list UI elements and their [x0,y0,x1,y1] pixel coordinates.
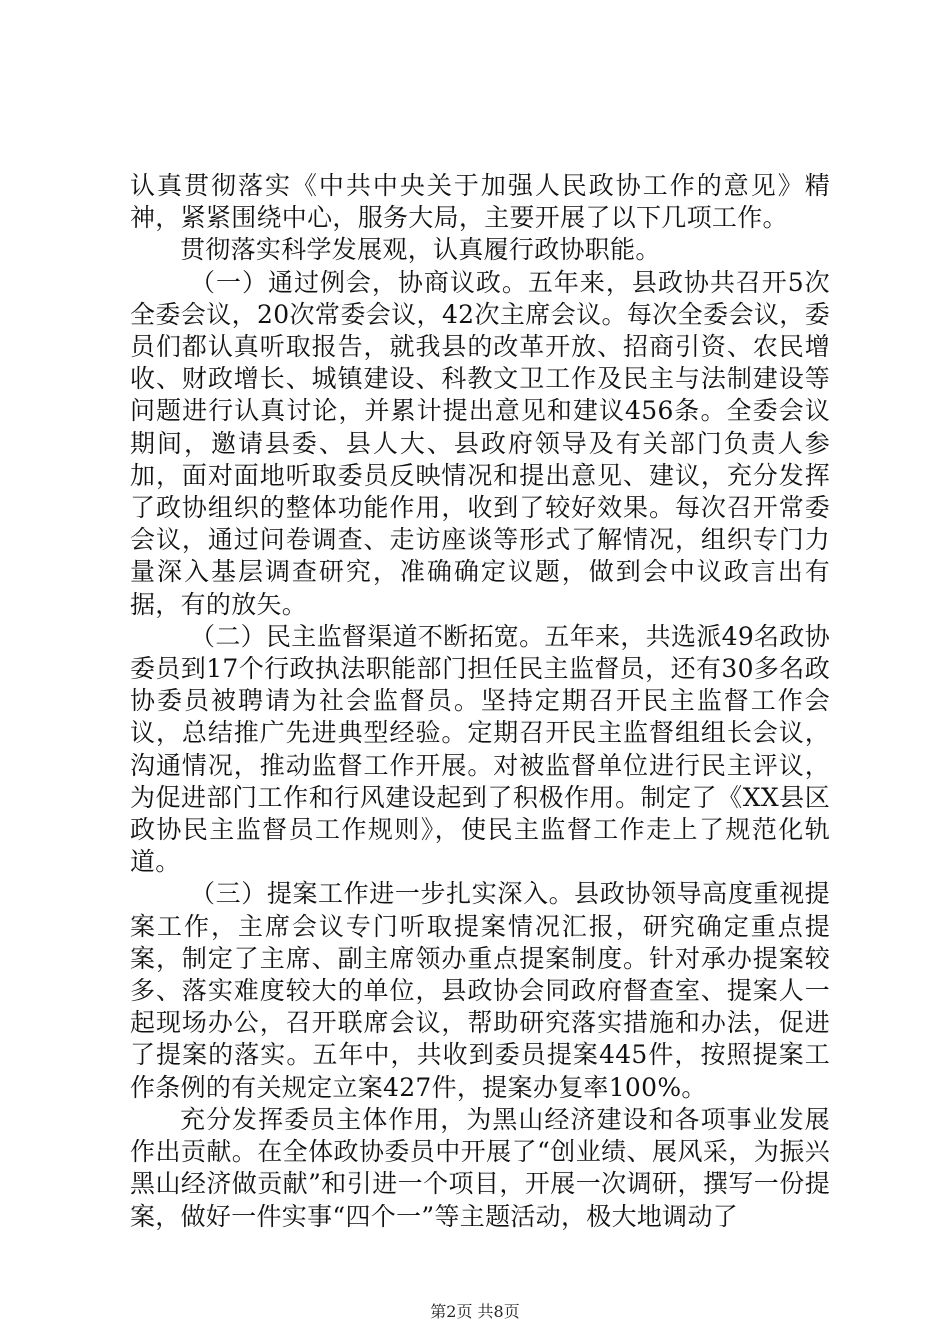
paragraph-item-1: （一）通过例会，协商议政。五年来，县政协共召开5次全委会议，20次常委会议，42次主席会议。每次全委会议，委员们都认真听取报告，就我县的改革开放、招商引资、农民增收、财政增长、城镇建设、科教文卫工作及民主与法制建设等问题进行认真讨论，并累计提出意见和建议456条。全委会议期间，邀请县委、县人大、县政府领导及有关部门负责人参加，面对面地听取委员反映情况和提出意见、建议，充分发挥了政协组织的整体功能作用，收到了较好效果。每次召开常委会议，通过问卷调查、走访座谈等形式了解情况，组织专门力量深入基层调查研究，准确确定议题，做到会中议政言出有据，有的放矢。 [130,267,830,619]
page-footer [0,1302,950,1322]
paragraph-section-heading: 贯彻落实科学发展观，认真履行政协职能。 [180,235,661,265]
paragraph-item-2: （二）民主监督渠道不断拓宽。五年来，共选派49名政协委员到17个行政执法职能部门担任民主监督员，还有30多名政协委员被聘请为社会监督员。坚持定期召开民主监督工作会议，总结推广先进典型经验。定期召开民主监督组组长会议，沟通情况，推动监督工作开展。对被监督单位进行民主评议，为促进部门工作和行风建设起到了积极作用。制定了《XX县区政协民主监督员工作规则》，使民主监督工作走上了规范化轨道。 [130,621,830,877]
document-body [130,170,830,1233]
paragraph-intro-continuation: 认真贯彻落实《中共中央关于加强人民政协工作的意见》精神，紧紧围绕中心，服务大局，主要开展了以下几项工作。 [130,171,830,233]
paragraph-item-3: （三）提案工作进一步扎实深入。县政协领导高度重视提案工作，主席会议专门听取提案情况汇报，研究确定重点提案，制定了主席、副主席领办重点提案制度。针对承办提案较多、落实难度较大的单位，县政协会同政府督查室、提案人一起现场办公，召开联席会议，帮助研究落实措施和办法，促进了提案的落实。五年中，共收到委员提案445件，按照提案工作条例的有关规定立案427件，提案办复率100%。 [130,879,830,1102]
paragraph-member-role: 充分发挥委员主体作用，为黑山经济建设和各项事业发展作出贡献。在全体政协委员中开展了“创业绩、展风采，为振兴黑山经济做贡献”和引进一个项目，开展一次调研，撰写一份提案，做好一件实事“四个一”等主题活动，极大地调动了 [130,1104,830,1231]
page-number-label: 第2页 共8页 [430,1302,520,1321]
